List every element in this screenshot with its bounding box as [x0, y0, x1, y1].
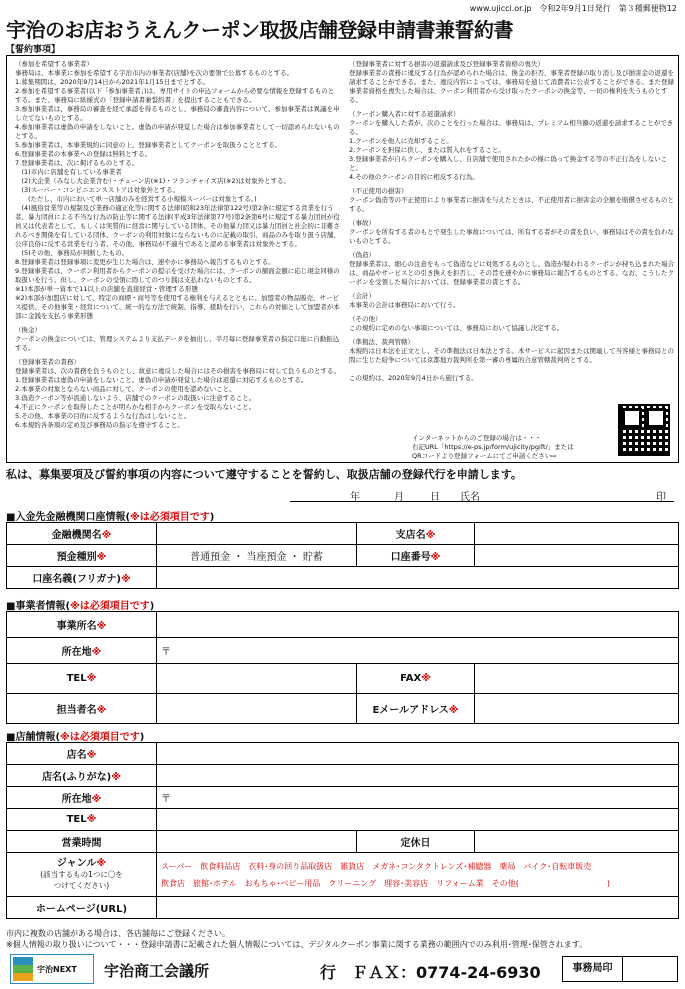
account-type-options[interactable]: 普通預金 ・ 当座預金 ・ 貯蓄 — [157, 545, 357, 567]
qr-note: インターネットからのご登録の場合は・・・ 右記URL「https://e-ps.jp/form/ujicity/pgift/」または QRコードより登録フォームにてご申請ください⇨ — [412, 434, 574, 460]
hours-label: 営業時間 — [7, 831, 157, 853]
homepage-label: ホームページ(URL) — [7, 897, 157, 919]
account-holder-label: 口座名義(フリガナ)※ — [7, 567, 157, 589]
business-name-field[interactable] — [157, 612, 679, 638]
terms-paragraph: （準拠法、裁判管轄） 本規約は日本法を正文とし、その準拠法は日本法とする。本サービスに起因または関連して当客様と事務局との間に生じた紛争については京都地方裁判所を第一審の専属的合意管轄裁判所とする。 この規約は、2020年9月4日から施行する。 — [349, 338, 674, 382]
terms-right-column — [349, 60, 674, 383]
genre-options-row[interactable]: スーパー 飲食料品店 衣料･身の回り品取扱店 雑貨店 メガネ･コンタクトレンズ･補聴器 薬局 バイク･自転車販売 — [161, 861, 592, 871]
footnotes — [6, 928, 587, 950]
footer — [6, 954, 679, 986]
contact-name-field[interactable] — [157, 694, 357, 724]
terms-paragraph: （会計） 本事業の会計は事務局において行う。 — [349, 292, 460, 309]
fax-number: 行 ＦＡＸ：0774-24-6930 — [320, 963, 541, 982]
shop-name-label: 店名※ — [7, 743, 157, 765]
terms-paragraph: （登録事業者に対する損害の返還請求及び登録事業者資格の喪失） 登録事業者の責務に違反する行為が認められた場合は、換金の拒否、事業者登録の取り消し及び損害金の返還を請求することができる。また、違反内容によっては、事務局を通じて消費者に公表することができる。また登録事業者資格を喪失した場合は、クーポン利用者から受け取ったクーポンの換金等、一切の権利を失うものとする。 — [349, 60, 674, 104]
shop-name-field[interactable] — [157, 743, 679, 765]
account-holder-field[interactable] — [157, 567, 679, 589]
day-label: 日 — [430, 492, 440, 503]
shop-address-label: 所在地※ — [7, 787, 157, 809]
shop-section-heading: ■店舗情報(※は必須項目です) — [6, 732, 145, 743]
bank-table — [6, 522, 679, 589]
terms-paragraph: （クーポン購入者に対する返還請求） クーポンを購入した者が、次のことを行った場合は、事務局は、プレミアム相当額の返還を請求することができる。 1.クーポンを他人に売却すること。 2.クーポンを担保に供し、または質入れをすること。 3.登録事業者が自らクーポンを購入し、自店舗で使用されたかの様に偽って換金する等の不正行為をしないこと。 4.その他のクーポンの目的に相反する行為。 — [349, 110, 674, 181]
apply-statement: 私は、募集要項及び誓約事項の内容について遵守することを誓約し、取扱店舗の登録代行を申請します。 — [6, 468, 522, 481]
holiday-field[interactable] — [475, 831, 679, 853]
homepage-field[interactable] — [157, 897, 679, 919]
page-title: 宇治のお店おうえんクーポン取扱店舗登録申請書兼誓約書 — [6, 18, 513, 42]
business-tel-label: TEL※ — [7, 664, 157, 694]
year-label: 年 — [350, 492, 360, 503]
business-fax-field[interactable] — [475, 664, 679, 694]
email-field[interactable] — [475, 694, 679, 724]
branch-label: 支店名※ — [357, 523, 475, 545]
name-label: 氏名 — [460, 492, 480, 503]
terms-paragraph: （その他） この規約に定めのない事項については、事務局において協議し決定する。 — [349, 315, 564, 332]
shop-tel-label: TEL※ — [7, 809, 157, 831]
business-section-heading: ■事業者情報(※は必須項目です) — [6, 601, 155, 612]
branch-field[interactable] — [475, 523, 679, 545]
account-number-field[interactable] — [475, 545, 679, 567]
terms-paragraph: （登録事業者の責務） 登録事業者は、次の責務を負うものとし、故意に違反した場合にはその損害を事務局に対して負うものとする。 1.登録事業者は虚偽の申請をしないこと。虚偽の申請が発覚した場合は返還に対応するものとする。 2.本事業の対象とならない商品に対して、クーポンの使用を認めないこと。 3.偽造クーポン等が流通しないよう、店舗でのクーポンの取扱いに注意すること。 4.不正にクーポンを取得したことが明らかな相手からクーポンを受取らないこと。 5.その他、本事業の目的に反するような行為はしないこと。 6.本規約各条項の定め及び事務局の指示を遵守すること。 — [15, 358, 340, 429]
terms-paragraph: （参加を希望する事業者） 事務局は、本事業に参加を希望する宇治市内の事業者(店舗)を次の要領で公募するものとする。 1.募集期間は、2020年9月14日から2021年1月15日までとする。 2.参加を希望する事業者(以下「参加事業者」)は、専用サイトの申込フォームから必要な情報を登録するものとする。また、事務局に紙様式の「登録申請書兼誓約書」を提出することもできる。 3.参加事業者は、事務局の審査を経て承認を得るものとし、事務局の審査内容について、参加事業者は異議を申し立てないものとする。 4.参加事業者は虚偽の申請をしないこと。虚偽の申請が発覚した場合は参加事業者として一切認められないものとする。 5.参加事業者は、本事業規約に同意の上、登録事業者としてクーポンを取扱うこととする。 6.登録事業者の本事業への登録は無料とする。 7.登録事業者は、次に掲げるものとする。 (1)市内に店舗を有している事業者 (2)大企業（みなし大企業含む）・チェーン店(※1)・フランチャイズ店(※2)は対象外とする。 (3)スーパー・コンビニエンスストアは対象外とする。 (ただし、市内において単一店舗のみを経営する小規模スーパーは対象とする。) (4)風俗営業等の規制及び業務の適正化等に関する法律(昭和23年法律第122号)第2条に規定する営業を行う者、暴力団員による不当な行為の防止等に関する法律(平成3年法律第77号)第2条第6号に規定する暴力団員が役員又は代表者として、もしくは実質的に経営に関与している団体、その他暴力団又は暴力団員と社会的に非難されるべき関係を有している団体、クーポンの利用対象にならないものに記載の取引、商品のみを取り扱う店舗、公序良俗に反する営業を行う者、その他、事務局が不適当であると認める事業者は対象外とする。 (5)その他、事務局が判断したもの。 8.登録事業者は登録事項に変更が生じた場合は、速やかに事務局へ報告するものとする。 9.登録事業者は、クーポン利用者からクーポンの提示を受けた場合には、クーポンの額面金額に応じ現金同様の取扱いを行う。但し、クーポンの受領に際してのつり銭は支払わないものとする。 ※1)本部が単一資本で11以上の店舗を直接経営・管理する形態 ※2)本部が加盟店に対して、特定の商標・商号等を使用する権利を与えるとともに、加盟者の物品販売、サービス提供、その他事業・経営について、統一的な方法で統制、指導、援助を行い、これらの対価として加盟者が本部に金銭を支払う事業形態 — [15, 60, 340, 320]
terms-paragraph: （不正使用の損害） クーポン偽造等の不正使用により事業者に損害を与えたときは、不正使用者に損害金の全額を賠償させるものとする。 — [349, 187, 674, 213]
business-fax-label: FAX※ — [357, 664, 475, 694]
shop-kana-field[interactable] — [157, 765, 679, 787]
account-number-label: 口座番号※ — [357, 545, 475, 567]
pledge-heading: 【誓約事項】 — [6, 45, 61, 55]
contact-name-label: 担当者名※ — [7, 694, 157, 724]
office-seal-label: 事務局印 — [563, 957, 623, 981]
bank-section-heading: ■入金先金融機関口座情報(※は必須項目です) — [6, 512, 215, 523]
office-seal-box — [562, 956, 678, 982]
genre-options-row[interactable]: 飲食店 旅館･ホテル おもちゃ･ベビー用品 クリーニング 理容･美容店 リフォーム業 その他( ) — [161, 878, 610, 888]
terms-paragraph: （事故） クーポンを所有する者のもとで発生した事故については、所有する者がその責を負い、事務局はその責を負わないものとする。 — [349, 219, 674, 245]
qr-code-icon[interactable] — [618, 404, 670, 456]
date-signature-line — [290, 488, 674, 502]
bank-name-label: 金融機関名※ — [7, 523, 157, 545]
terms-paragraph: （偽造） 登録事業者は、細心の注意をもって偽造などに対処するものとし、偽造が疑われるクーポンが持ち込まれた場合は、商品やサービスとの引き換えを拒否し、その旨を速やかに事務局に報告するものとする。なお、こうしたクーポンを受領した場合においては、登録事業者の責とする。 — [349, 251, 674, 286]
publication-info: www.ujicci.or.jp 令和2年9月1日発行 第３種郵便物12 — [469, 4, 677, 13]
account-type-label: 預金種別※ — [7, 545, 157, 567]
shop-table — [6, 742, 679, 919]
business-tel-field[interactable] — [157, 664, 357, 694]
business-address-field[interactable]: 〒 — [157, 638, 679, 664]
shop-kana-label: 店名(ふりがな)※ — [7, 765, 157, 787]
business-address-label: 所在地※ — [7, 638, 157, 664]
footnote: ※個人情報の取り扱いについて・・・登録申請書に記載された個人情報については、デジタルクーポン事業に関する業務の範囲内でのみ利用･管理･保管されます。 — [6, 940, 588, 949]
terms-paragraph: （換金） クーポンの換金については、管理システムより支払データを抽出し、半月毎に登録事業者の指定口座に自動振込する。 — [15, 326, 340, 352]
genre-options[interactable] — [157, 853, 679, 897]
business-name-label: 事業所名※ — [7, 612, 157, 638]
email-label: Eメールアドレス※ — [357, 694, 475, 724]
terms-box — [6, 55, 679, 463]
footnote: 市内に複数の店舗がある場合は、各店舗毎にご登録ください。 — [6, 929, 230, 938]
bank-name-field[interactable] — [157, 523, 357, 545]
seal-label: 印 — [656, 492, 666, 503]
hours-field[interactable] — [157, 831, 357, 853]
shop-tel-field[interactable] — [157, 809, 679, 831]
logo-text: 宇治NEXT — [37, 965, 77, 974]
genre-label: ジャンル※ (該当するもの1つに〇を つけてください) — [7, 853, 157, 897]
business-table — [6, 611, 679, 724]
organization-name: 宇治商工会議所 — [104, 962, 210, 980]
uji-next-logo — [10, 954, 94, 984]
holiday-label: 定休日 — [357, 831, 475, 853]
shop-address-field[interactable]: 〒 — [157, 787, 679, 809]
terms-left-column — [15, 60, 340, 430]
month-label: 月 — [394, 492, 404, 503]
logo-mark-icon — [13, 957, 33, 981]
